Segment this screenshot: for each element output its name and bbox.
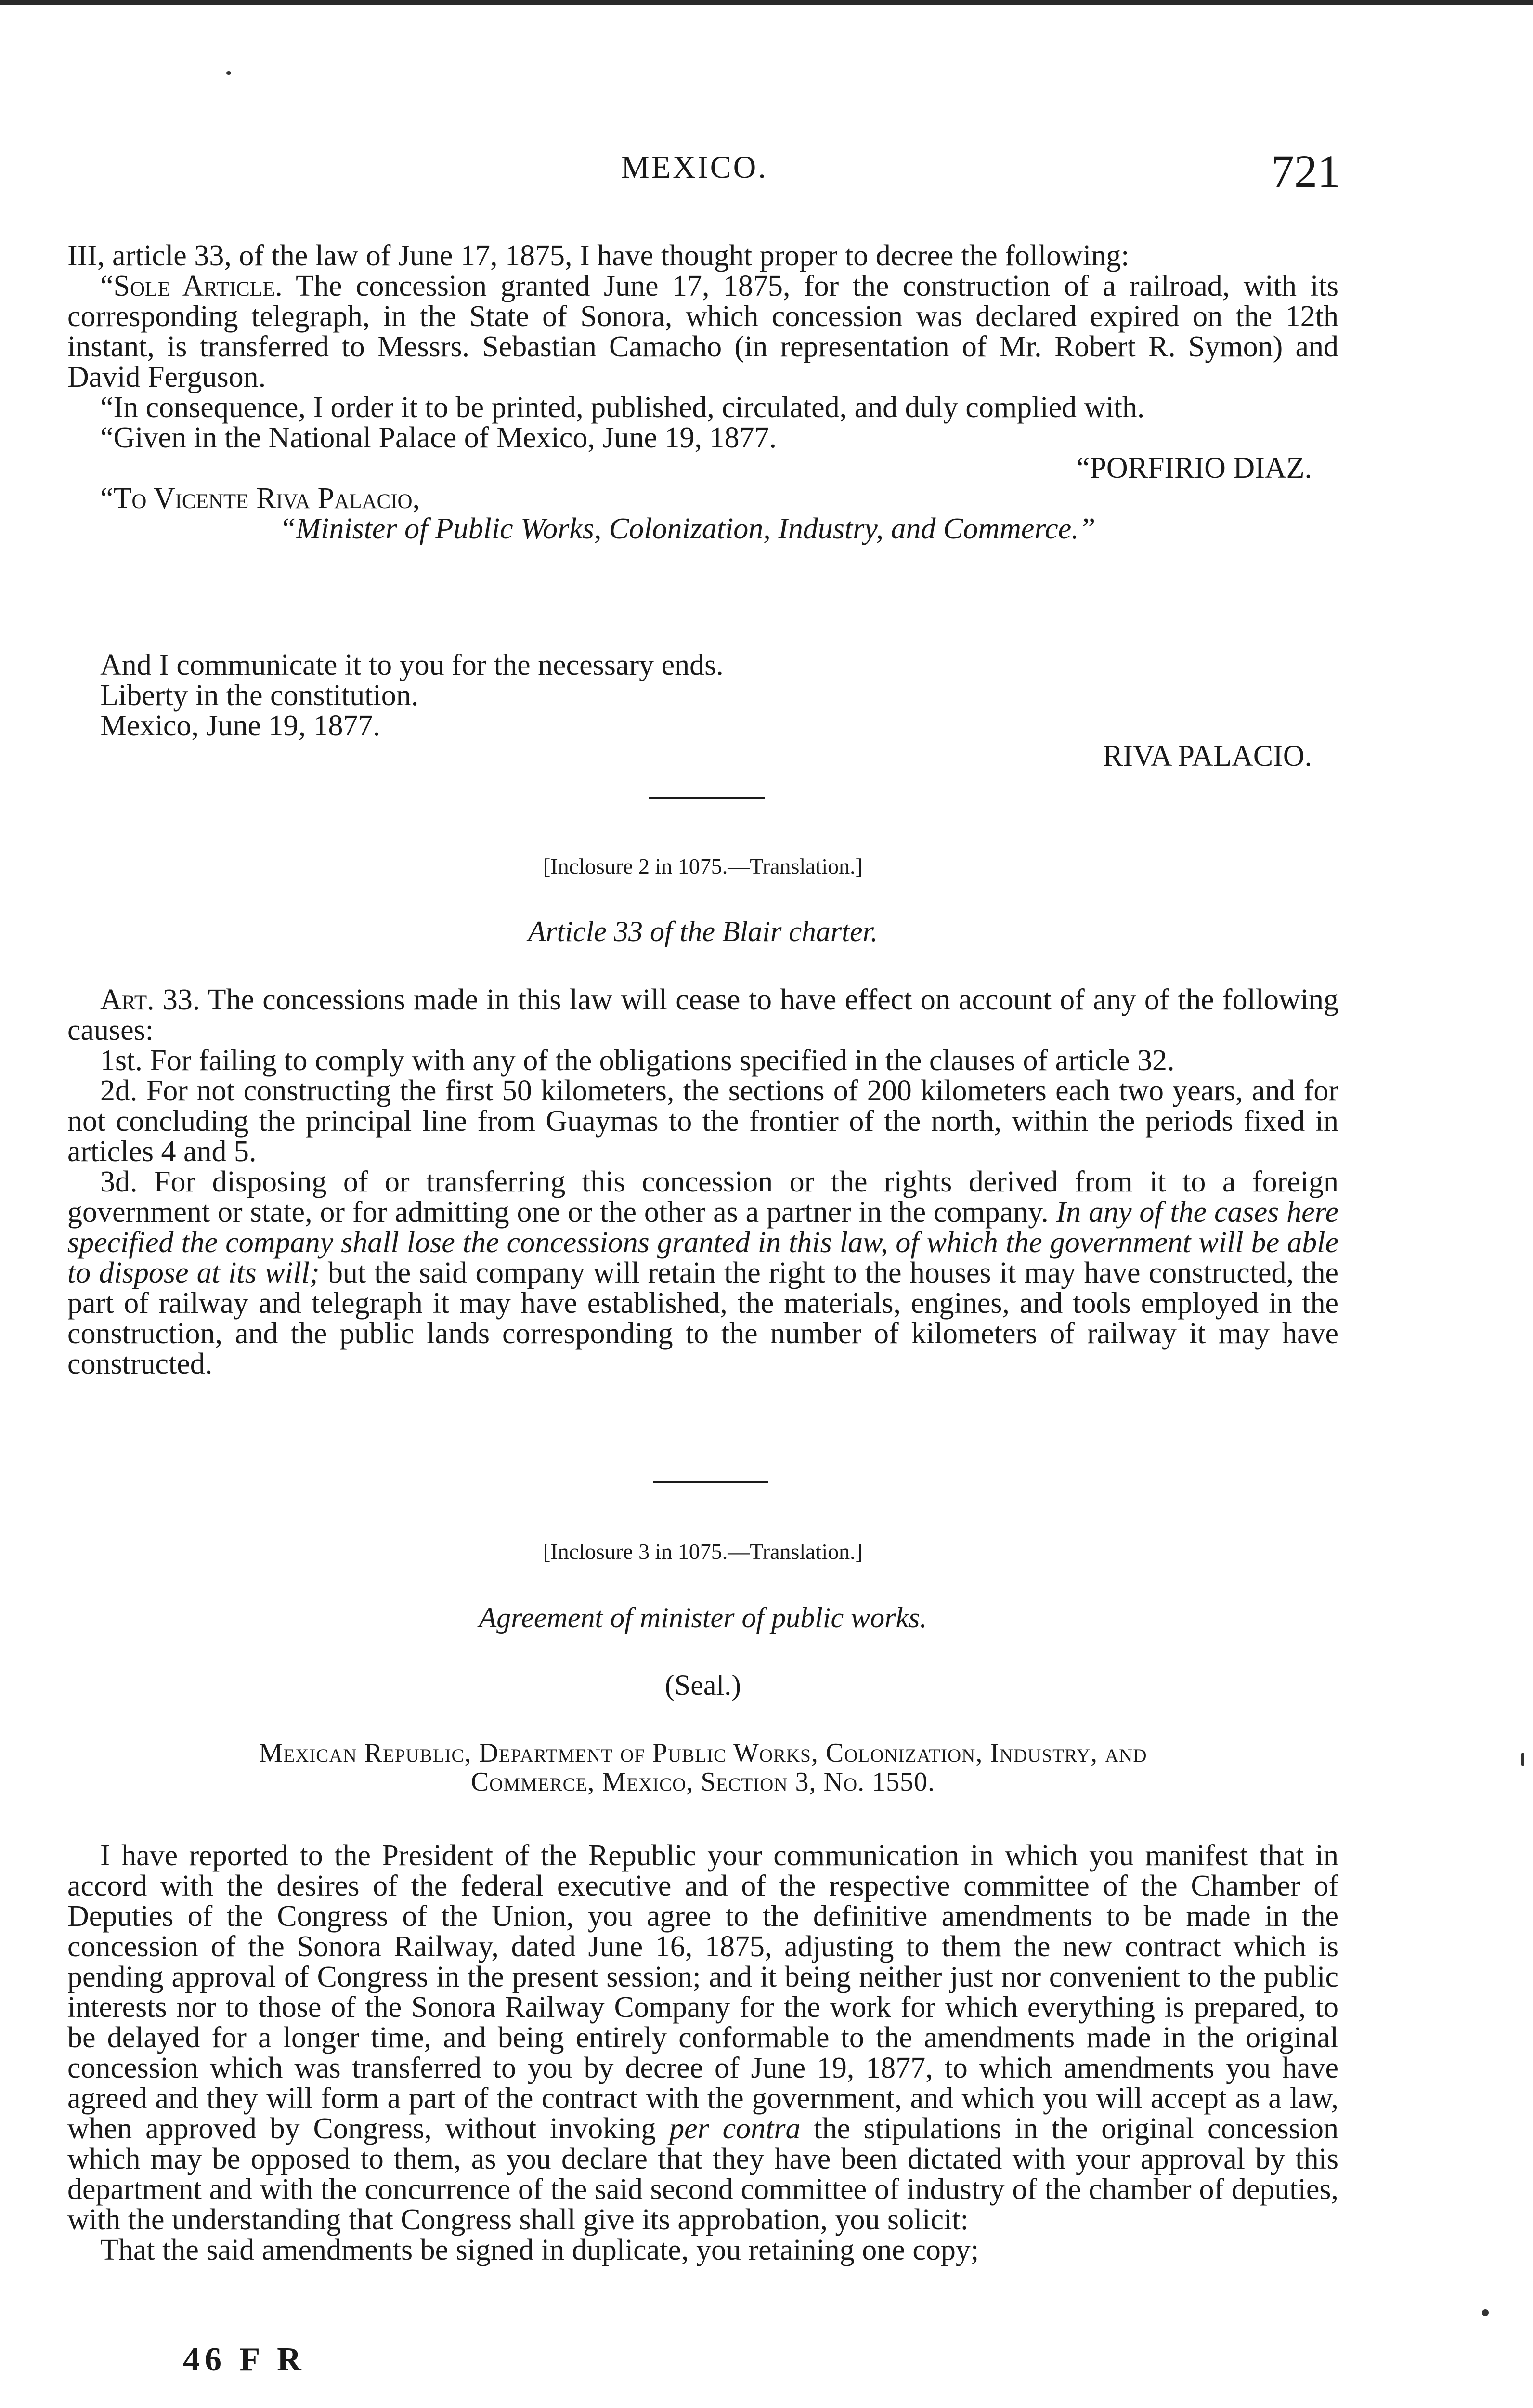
given-paragraph: “Given in the National Palace of Mexico, June 19, 1877. <box>100 421 777 454</box>
date-line: Mexico, June 19, 1877. <box>100 709 381 742</box>
communication-block <box>67 650 1338 772</box>
article-33-label: Art. 33. <box>100 983 200 1016</box>
top-edge-line <box>0 0 1533 5</box>
inclosure-3-title: Agreement of minister of public works. <box>479 1602 927 1634</box>
communication-paragraph: And I communicate it to you for the necessary ends. <box>100 649 724 681</box>
minister-title-line: “Minister of Public Works, Colonization, Industry, and Commerce.” <box>279 512 1096 545</box>
cause-3-italic: In any of the cases here specified the company shall lose the concessions granted in this law, of which the government will be able to dispose at its will; <box>67 1196 1338 1289</box>
ink-speck <box>226 71 231 75</box>
ink-speck <box>1521 1753 1524 1766</box>
agreement-block <box>67 1841 1338 2265</box>
ink-speck <box>1482 2309 1489 2316</box>
sole-article-text: The concession granted June 17, 1875, for the construction of a railroad, with its corresponding telegraph, in the State of Sonora, which concession was declared expired on the 12th instant, is transferred to Messrs. Sebastian Camacho (in representation of Mr. Robert R. Symon) and David Ferguson. <box>67 270 1338 393</box>
sole-article-label: “Sole Article. <box>100 270 283 302</box>
section-divider <box>649 797 765 799</box>
porfirio-diaz-signature: “PORFIRIO DIAZ. <box>1076 452 1312 484</box>
cause-3-paragraph <box>67 1167 1338 1379</box>
cause-3-text-b: but the said company will retain the right to the houses it may have constructed, the part of railway and telegraph it may have established, the materials, engines, and tools employed in the construction, and the public lands corresponding to the number of kilometers of railway it may have constructed. <box>67 1256 1338 1380</box>
agreement-text-b: the stipulations in the original concession which may be opposed to them, as you declare that they have been dictated with your approval by this department and with the concurrence of the said second committee of industry of the chamber of deputies, with the understanding that Congress shall give its approbation, you solicit: <box>67 2112 1339 2236</box>
cause-2-paragraph: 2d. For not constructing the first 50 kilometers, the sections of 200 kilometers each two years, and for not concluding the principal line from Guaymas to the frontier of the north, within the periods fixed in articles 4 and 5. <box>67 1074 1338 1168</box>
department-heading <box>67 1739 1338 1796</box>
department-heading-line-2: Commerce, Mexico, Section 3, No. 1550. <box>470 1767 935 1797</box>
cause-1-paragraph: 1st. For failing to comply with any of the obligations specified in the clauses of article 32. <box>100 1044 1175 1077</box>
inclosure-2-label: [Inclosure 2 in 1075.—Translation.] <box>543 854 863 878</box>
duplicate-paragraph: That the said amendments be signed in duplicate, you retaining one copy; <box>100 2234 979 2266</box>
sole-article-paragraph <box>67 271 1338 393</box>
to-line: “To Vicente Riva Palacio, <box>100 482 420 515</box>
section-divider <box>653 1481 768 1483</box>
decree-intro-paragraph: III, article 33, of the law of June 17, 1875, I have thought proper to decree the following: <box>67 239 1130 272</box>
article-33-paragraph <box>67 985 1338 1046</box>
article-33-text: The concessions made in this law will cease to have effect on account of any of the following causes: <box>67 983 1339 1047</box>
liberty-line: Liberty in the constitution. <box>100 679 419 712</box>
page-number: 721 <box>1271 145 1340 197</box>
cause-3-text-a: 3d. For disposing of or transferring this concession or the rights derived from it to a foreign government or state, or for admitting one or the other as a partner in the company. <box>67 1165 1338 1229</box>
department-heading-line-1: Mexican Republic, Department of Public Works, Colonization, Industry, and <box>259 1738 1147 1768</box>
inclosure-3-label: [Inclosure 3 in 1075.—Translation.] <box>543 1539 863 1564</box>
seal-label: (Seal.) <box>664 1669 741 1701</box>
decree-block <box>67 241 1338 544</box>
running-header-title: MEXICO. <box>621 150 768 185</box>
signature-mark: 46 F R <box>183 2341 306 2378</box>
inclosure-2-title: Article 33 of the Blair charter. <box>528 916 878 947</box>
agreement-paragraph <box>67 1841 1338 2235</box>
article-33-block <box>67 985 1338 1379</box>
riva-palacio-signature: RIVA PALACIO. <box>1103 740 1312 772</box>
agreement-text-a: I have reported to the President of the Republic your communication in which you manifest that in accord with the desires of the federal executive and of the respective committee of the Chamber of Deputies of the Congress of the Union, you agree to the definitive amendments to be made in the concession of the Sonora Railway, dated June 16, 1875, adjusting to them the new contract which is pending approval of Congress in the present session; and it being neither just nor convenient to the public interests nor to those of the Sonora Railway Company for the work for which everything is prepared, to be delayed for a longer time, and being entirely conformable to the amendments made in the original concession which was transferred to you by decree of June 19, 1877, to which amendments you have agreed and they will form a part of the contract with the government, and which you will accept as a law, when approved by Congress, without invoking <box>67 1839 1338 2145</box>
consequence-paragraph: “In consequence, I order it to be printed, published, circulated, and duly complied with. <box>100 391 1145 424</box>
agreement-italic: per contra <box>669 2112 801 2145</box>
